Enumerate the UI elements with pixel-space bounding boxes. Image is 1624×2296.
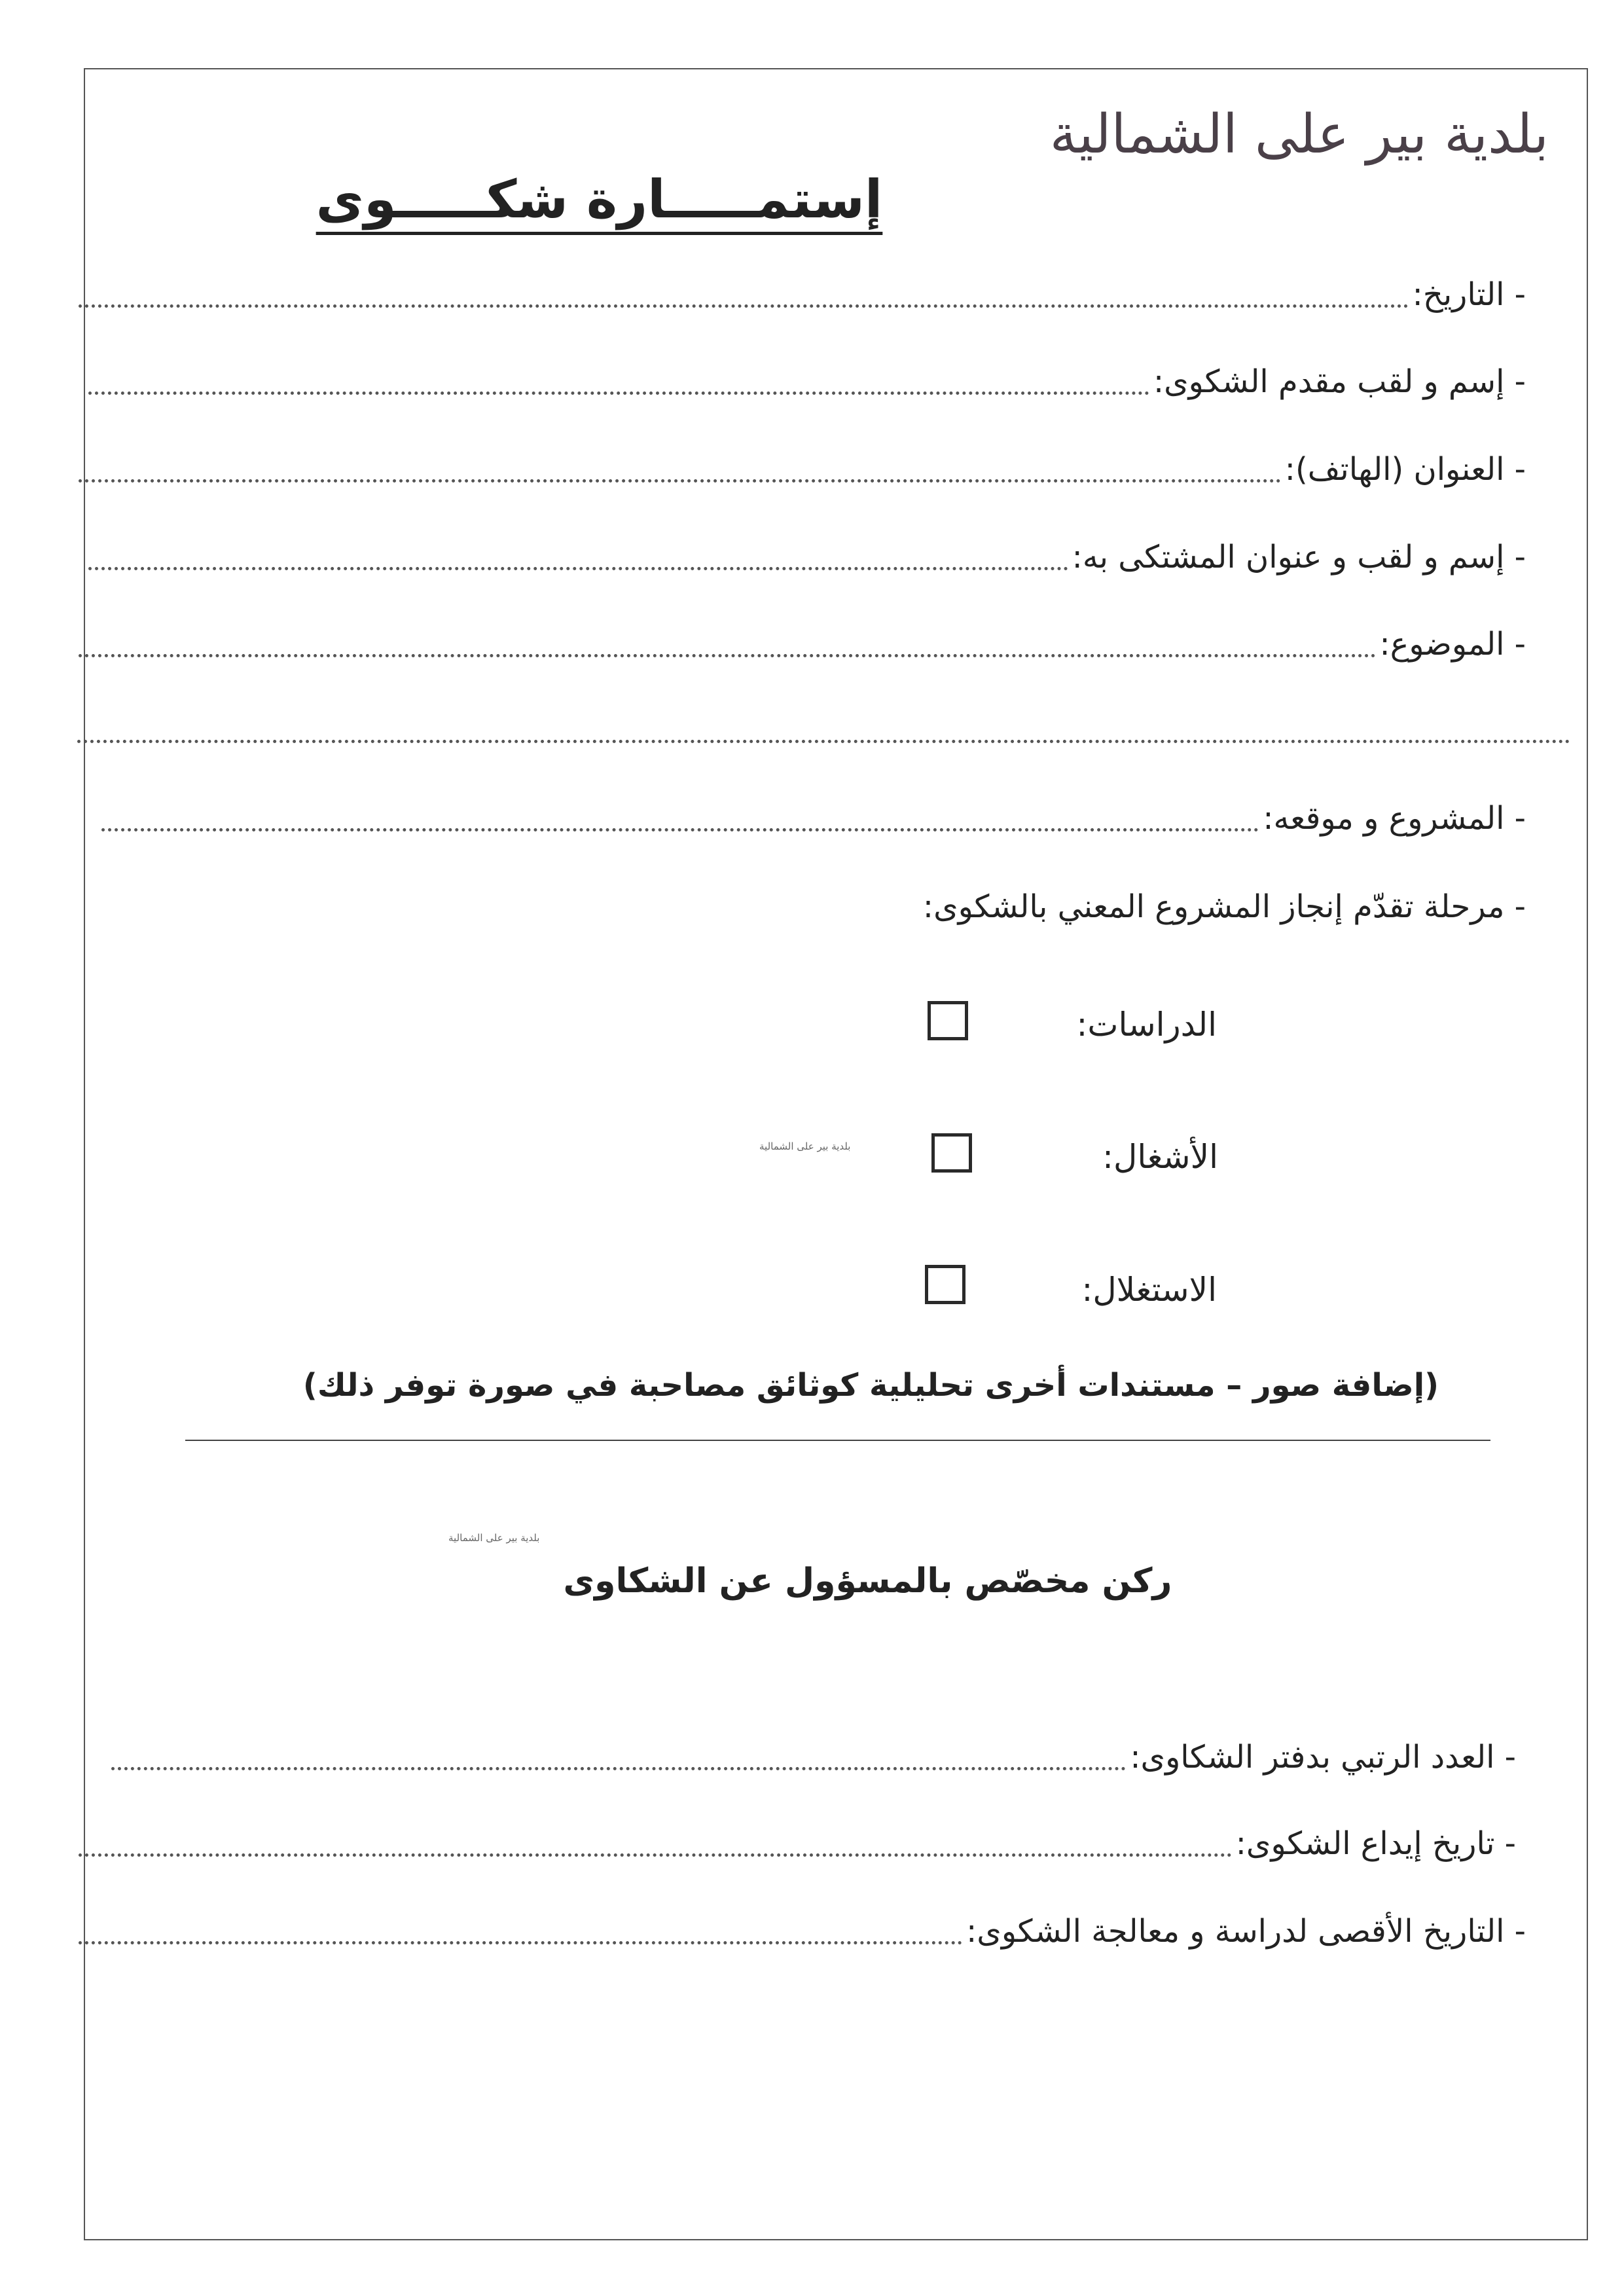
- form-title: [0, 169, 1624, 230]
- field-register-number[interactable]: [111, 1731, 1516, 1783]
- accused-name-address-input-line[interactable]: [88, 532, 1068, 570]
- field-deadline-date[interactable]: [79, 1905, 1526, 1958]
- stage-works-checkbox[interactable]: [931, 1133, 972, 1173]
- project-location-label: - المشروع و موقعه:: [1263, 800, 1526, 837]
- project-location-input-line[interactable]: [101, 793, 1259, 831]
- form-title-text: إستمـــــارة شكـــــوى: [316, 169, 883, 230]
- stage-operation-row: [1081, 1264, 1217, 1316]
- stage-operation-label: الاستغلال:: [1081, 1271, 1217, 1309]
- stage-works-row: [1102, 1131, 1218, 1183]
- subject-continuation-line[interactable]: [77, 740, 1570, 743]
- section-divider: [185, 1440, 1490, 1441]
- accused-name-address-label: - إسم و لقب و عنوان المشتكى به:: [1072, 539, 1526, 575]
- stage-operation-checkbox[interactable]: [925, 1265, 965, 1304]
- project-stage-label: - مرحلة تقدّم إنجاز المشروع المعني بالشكوى:: [922, 888, 1526, 925]
- stage-studies-label: الدراسات:: [1076, 1006, 1217, 1044]
- attachments-note: (إضافة صور – مستندات أخرى تحليلية كوثائق مصاحبة في صورة توفر ذلك): [302, 1367, 1439, 1404]
- address-phone-label: - العنوان (الهاتف):: [1284, 451, 1526, 488]
- field-accused-name-address[interactable]: [88, 531, 1526, 583]
- subject-label: - الموضوع:: [1379, 626, 1526, 663]
- stage-works-label: الأشغال:: [1102, 1138, 1218, 1176]
- complainant-name-label: - إسم و لقب مقدم الشكوى:: [1153, 363, 1526, 400]
- municipality-name: بلدية بير على الشمالية: [1049, 103, 1549, 166]
- municipality-stamp-2: بلدية بير على الشمالية: [448, 1532, 540, 1544]
- register-number-input-line[interactable]: [111, 1732, 1126, 1770]
- field-address-phone[interactable]: [79, 443, 1526, 496]
- date-input-line[interactable]: [79, 269, 1409, 308]
- deadline-date-input-line[interactable]: [79, 1906, 962, 1944]
- field-complainant-name[interactable]: [88, 355, 1526, 408]
- complainant-name-input-line[interactable]: [88, 356, 1149, 395]
- deadline-date-label: - التاريخ الأقصى لدراسة و معالجة الشكوى:: [966, 1913, 1526, 1950]
- address-phone-input-line[interactable]: [79, 444, 1281, 483]
- filing-date-input-line[interactable]: [79, 1818, 1232, 1857]
- filing-date-label: - تاريخ إيداع الشكوى:: [1235, 1825, 1516, 1862]
- field-subject[interactable]: [79, 618, 1526, 670]
- field-filing-date[interactable]: [79, 1817, 1516, 1870]
- field-date[interactable]: [79, 268, 1526, 321]
- municipality-stamp: بلدية بير على الشمالية: [759, 1140, 851, 1152]
- subject-input-line[interactable]: [79, 619, 1376, 657]
- stage-studies-row: [1077, 998, 1217, 1051]
- field-project-location[interactable]: [101, 792, 1526, 845]
- register-number-label: - العدد الرتبي بدفتر الشكاوى:: [1130, 1739, 1516, 1776]
- officer-section-title: ركن مخصّص بالمسؤول عن الشكاوى: [563, 1561, 1172, 1601]
- stage-studies-checkbox[interactable]: [928, 1001, 968, 1040]
- date-label: - التاريخ:: [1412, 276, 1526, 313]
- field-project-stage: [919, 881, 1526, 933]
